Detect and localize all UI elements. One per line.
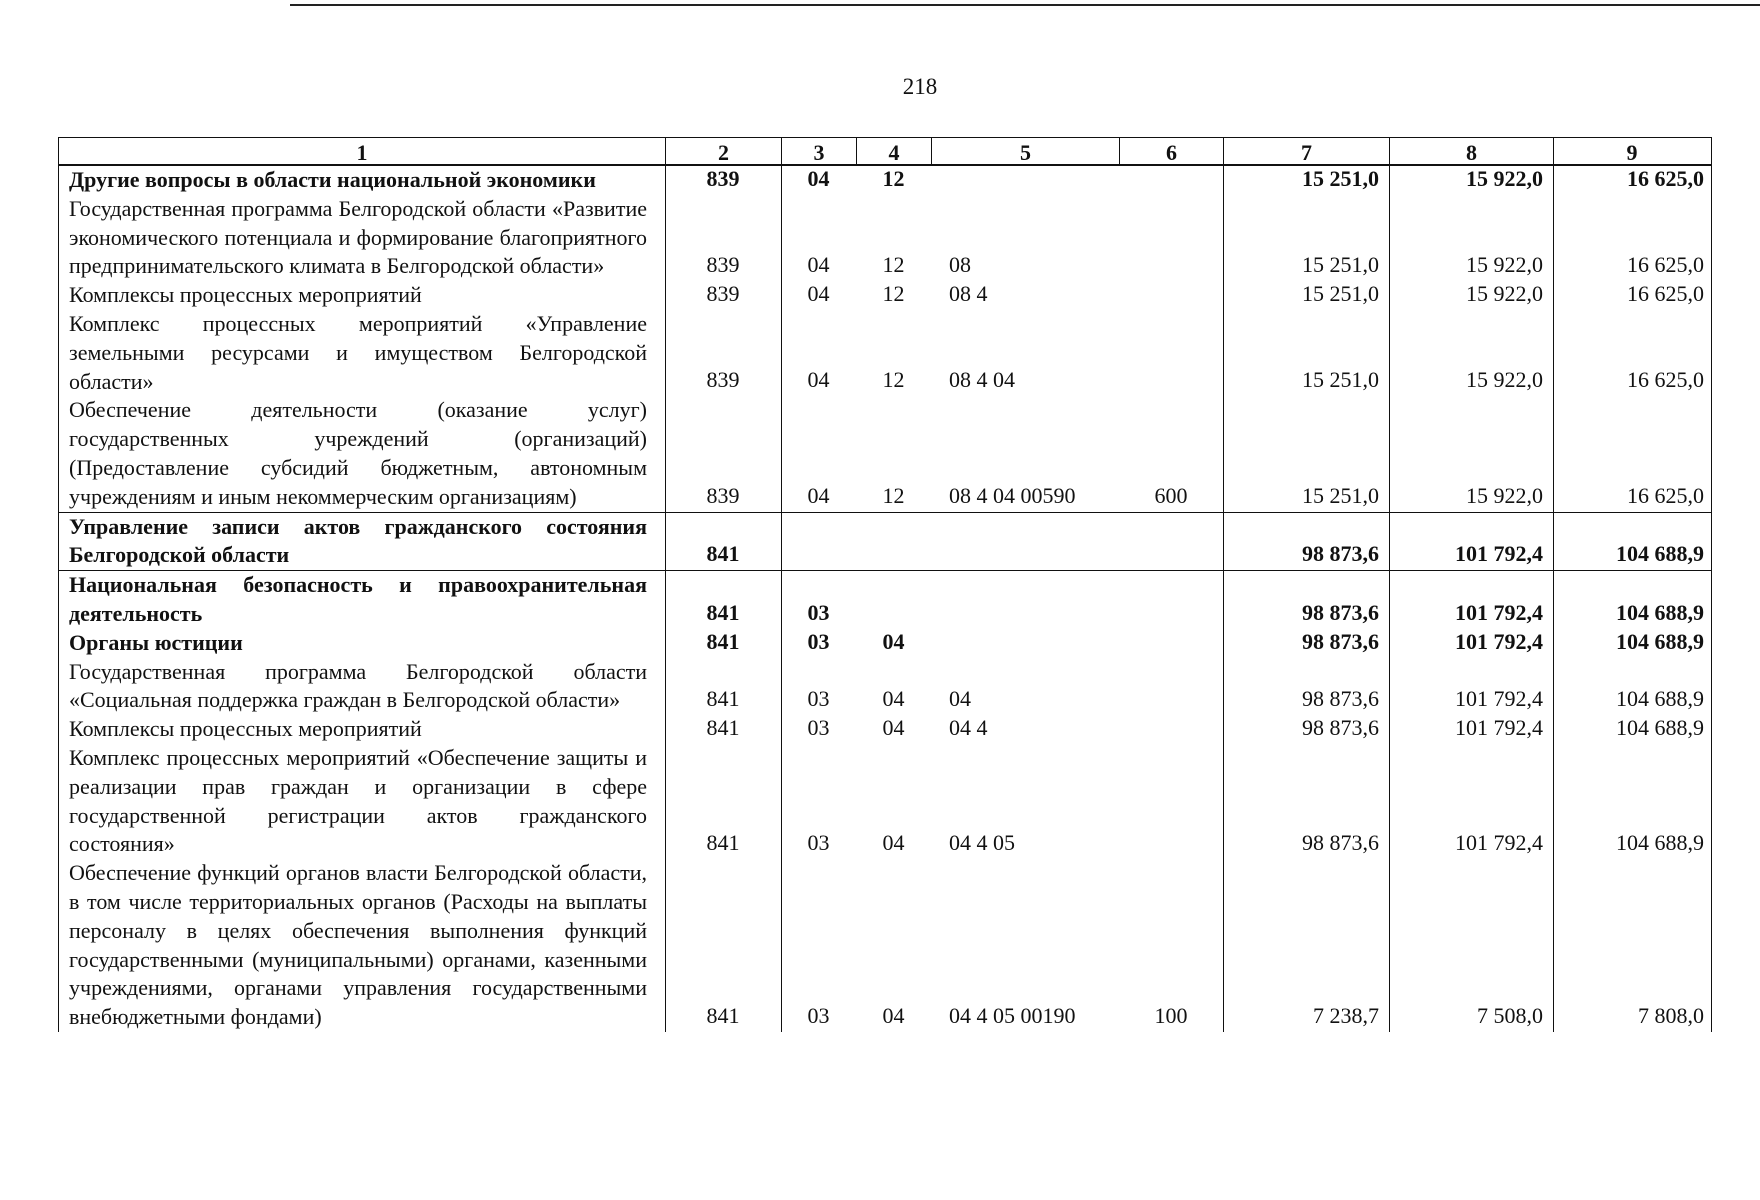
row-name: Национальная безопасность и правоохранительная деятельность <box>69 572 647 626</box>
cell-col-8: 101 792,4 <box>1455 830 1543 856</box>
cell-col-7: 15 251,0 <box>1302 367 1379 393</box>
cell-col-5: 04 4 <box>949 714 988 740</box>
row-name: Государственная программа Белгородской области «Социальная поддержка граждан в Белгородской области» <box>69 658 647 713</box>
cell-col-9: 16 625,0 <box>1627 280 1704 306</box>
table-row <box>59 859 1711 1032</box>
top-rule <box>290 4 1760 6</box>
cell-col-5: 08 4 04 <box>949 367 1015 393</box>
cell-col-9: 104 688,9 <box>1616 830 1704 856</box>
cell-col-2: 839 <box>706 252 740 278</box>
cell-col-3: 03 <box>807 714 830 740</box>
cell-col-3: 04 <box>807 252 830 278</box>
page-number: 218 <box>902 74 938 99</box>
cell-col-8: 101 792,4 <box>1455 686 1543 712</box>
cell-col-9: 104 688,9 <box>1616 714 1704 740</box>
cell-col-4: 12 <box>882 367 905 393</box>
header-col-5: 5 <box>931 138 1119 165</box>
cell-col-4: 12 <box>882 280 905 306</box>
cell-col-3: 04 <box>807 367 830 393</box>
cell-col-3: 04 <box>807 280 830 306</box>
cell-col-6: 100 <box>1154 1002 1188 1028</box>
cell-col-8: 15 922,0 <box>1466 165 1543 191</box>
row-name: Комплексы процессных мероприятий <box>69 282 422 308</box>
cell-col-7: 98 873,6 <box>1302 714 1379 740</box>
cell-col-9: 16 625,0 <box>1627 165 1704 191</box>
cell-col-4: 12 <box>882 252 905 278</box>
header-col-2: 2 <box>665 138 781 165</box>
row-name: Комплексы процессных мероприятий <box>69 716 422 742</box>
cell-col-4: 12 <box>882 165 905 191</box>
cell-col-4: 04 <box>882 1002 905 1028</box>
cell-col-8: 15 922,0 <box>1466 252 1543 278</box>
cell-col-4: 04 <box>882 686 905 712</box>
cell-col-6: 600 <box>1154 482 1188 508</box>
table-body <box>58 166 1712 1032</box>
header-col-6: 6 <box>1119 138 1223 165</box>
table-header <box>58 137 1712 166</box>
cell-col-9: 104 688,9 <box>1616 628 1704 654</box>
table-row <box>59 195 1711 281</box>
cell-col-7: 98 873,6 <box>1302 830 1379 856</box>
cell-col-8: 15 922,0 <box>1466 367 1543 393</box>
cell-col-9: 104 688,9 <box>1616 541 1704 567</box>
cell-col-3: 04 <box>807 482 830 508</box>
cell-col-4: 04 <box>882 714 905 740</box>
cell-col-2: 841 <box>706 599 740 625</box>
table-row <box>59 512 1711 571</box>
cell-col-3: 03 <box>807 628 830 654</box>
table-row <box>59 166 1711 195</box>
row-name: Другие вопросы в области национальной экономики <box>69 167 596 192</box>
cell-col-2: 841 <box>706 830 740 856</box>
cell-col-2: 839 <box>706 165 740 191</box>
cell-col-7: 15 251,0 <box>1302 252 1379 278</box>
cell-col-2: 841 <box>706 714 740 740</box>
row-name: Органы юстиции <box>69 629 243 655</box>
cell-col-3: 03 <box>807 686 830 712</box>
cell-col-9: 7 808,0 <box>1638 1002 1704 1028</box>
header-col-3: 3 <box>781 138 856 165</box>
table-row <box>59 744 1711 859</box>
row-name: Управление записи актов гражданского состояния Белгородской области <box>69 513 647 568</box>
row-name: Государственная программа Белгородской области «Развитие экономического потенциала и формирование благоприятного предпринимательского климата в Белгородской области» <box>69 195 647 279</box>
header-col-9: 9 <box>1553 138 1710 165</box>
row-name: Обеспечение деятельности (оказание услуг) государственных учреждений (организаций) (Предоставление субсидий бюджетным, автономным учреждениям и иным некоммерческим организациям) <box>69 397 647 509</box>
cell-col-3: 03 <box>807 1002 830 1028</box>
cell-col-5: 08 4 <box>949 280 988 306</box>
cell-col-3: 04 <box>807 165 830 191</box>
cell-col-9: 16 625,0 <box>1627 367 1704 393</box>
cell-col-2: 841 <box>706 1002 740 1028</box>
cell-col-5: 04 4 05 <box>949 830 1015 856</box>
table-row <box>59 658 1711 716</box>
cell-col-5: 04 4 05 00190 <box>949 1002 1076 1028</box>
table-row <box>59 629 1711 658</box>
cell-col-4: 04 <box>882 628 905 654</box>
cell-col-5: 08 <box>949 252 971 278</box>
row-name: Комплекс процессных мероприятий «Обеспечение защиты и реализации прав граждан и организации в сфере государственной регистрации актов гражданского состояния» <box>69 744 647 857</box>
cell-col-9: 16 625,0 <box>1627 482 1704 508</box>
header-col-8: 8 <box>1389 138 1553 165</box>
cell-col-2: 841 <box>706 686 740 712</box>
cell-col-2: 841 <box>706 541 740 567</box>
cell-col-9: 104 688,9 <box>1616 686 1704 712</box>
table-row <box>59 570 1711 629</box>
cell-col-8: 101 792,4 <box>1455 628 1543 654</box>
cell-col-8: 101 792,4 <box>1455 714 1543 740</box>
cell-col-2: 839 <box>706 482 740 508</box>
cell-col-3: 03 <box>807 599 830 625</box>
cell-col-7: 15 251,0 <box>1302 482 1379 508</box>
cell-col-8: 101 792,4 <box>1455 599 1543 625</box>
cell-col-7: 98 873,6 <box>1302 541 1379 567</box>
table-row <box>59 715 1711 744</box>
row-name: Обеспечение функций органов власти Белгородской области, в том числе территориальных органов (Расходы на выплаты персоналу в целях обеспечения выполнения функций государственными (муниципальными) органами, казенными учреждениями, органами управления государственными внебюджетными фондами) <box>69 860 647 1030</box>
cell-col-4: 12 <box>882 482 905 508</box>
cell-col-9: 16 625,0 <box>1627 252 1704 278</box>
cell-col-7: 15 251,0 <box>1302 165 1379 191</box>
header-col-4: 4 <box>856 138 931 165</box>
cell-col-7: 15 251,0 <box>1302 280 1379 306</box>
cell-col-5: 08 4 04 00590 <box>949 482 1076 508</box>
cell-col-3: 03 <box>807 830 830 856</box>
cell-col-8: 101 792,4 <box>1455 541 1543 567</box>
cell-col-2: 839 <box>706 280 740 306</box>
cell-col-7: 7 238,7 <box>1313 1002 1379 1028</box>
cell-col-7: 98 873,6 <box>1302 686 1379 712</box>
cell-col-2: 839 <box>706 367 740 393</box>
row-name: Комплекс процессных мероприятий «Управление земельными ресурсами и имуществом Белгородской области» <box>69 310 647 394</box>
table-row <box>59 310 1711 396</box>
cell-col-7: 98 873,6 <box>1302 599 1379 625</box>
cell-col-8: 15 922,0 <box>1466 482 1543 508</box>
budget-table <box>58 137 1712 1032</box>
cell-col-8: 7 508,0 <box>1477 1002 1543 1028</box>
cell-col-8: 15 922,0 <box>1466 280 1543 306</box>
header-col-7: 7 <box>1223 138 1389 165</box>
table-row <box>59 281 1711 310</box>
cell-col-5: 04 <box>949 686 971 712</box>
table-row <box>59 396 1711 511</box>
cell-col-2: 841 <box>706 628 740 654</box>
cell-col-4: 04 <box>882 830 905 856</box>
cell-col-7: 98 873,6 <box>1302 628 1379 654</box>
cell-col-9: 104 688,9 <box>1616 599 1704 625</box>
header-col-1: 1 <box>356 140 368 165</box>
